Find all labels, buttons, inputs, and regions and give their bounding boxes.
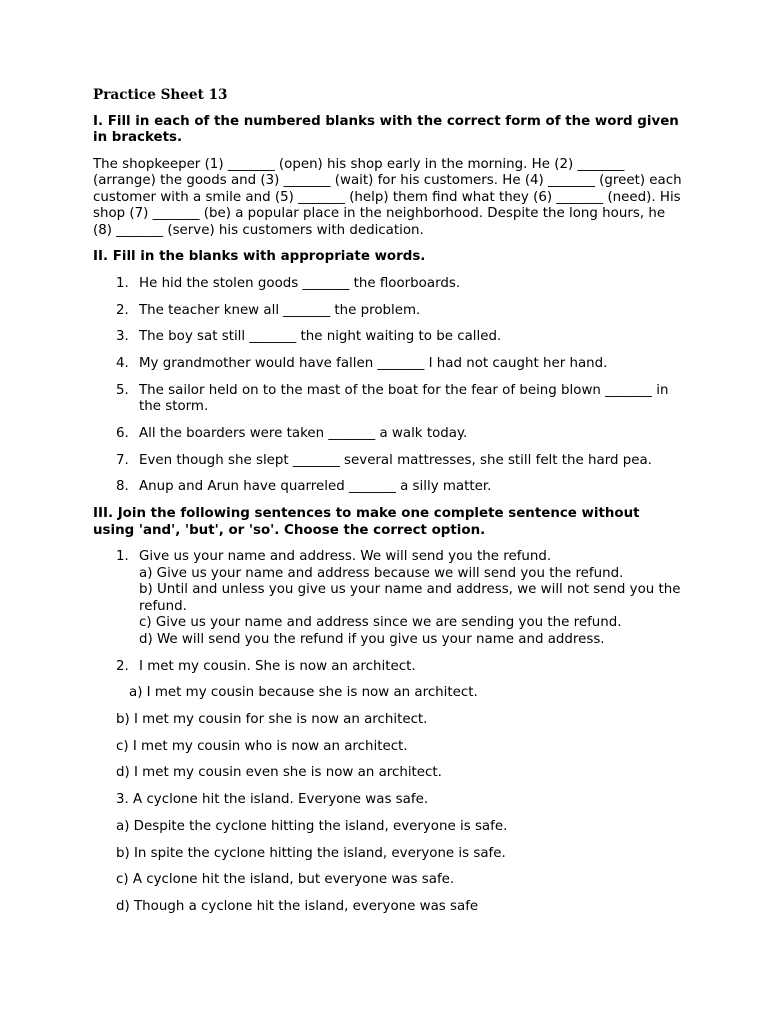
question-2: [93, 659, 683, 676]
item-text: All the boarders were taken _______ a walk today.: [139, 426, 468, 441]
section-3-heading: III. Join the following sentences to make one complete sentence without using 'and', 'but', or 'so'. Choose the correct option.: [93, 506, 640, 538]
q2-option-d: d) I met my cousin even she is now an architect.: [116, 765, 442, 781]
page-title: Practice Sheet 13: [93, 87, 228, 103]
q2-option-c: c) I met my cousin who is now an architect.: [116, 738, 408, 754]
question-1: [93, 549, 683, 649]
option-d: d) We will send you the refund if you give us your name and address.: [139, 632, 605, 648]
list-item: [93, 453, 683, 470]
item-number: 7.: [116, 452, 129, 468]
item-text: He hid the stolen goods _______ the floorboards.: [139, 275, 461, 291]
section-2-heading: II. Fill in the blanks with appropriate words.: [93, 249, 426, 265]
q3-option-d: d) Though a cyclone hit the island, everyone was safe: [116, 898, 479, 914]
item-number: 1.: [116, 275, 129, 291]
item-text: Anup and Arun have quarreled _______ a silly matter.: [139, 479, 492, 495]
item-number: 8.: [116, 479, 129, 495]
option-c: c) Give us your name and address since we are sending you the refund.: [139, 615, 622, 631]
list-item: [93, 276, 683, 293]
list-item: [93, 383, 683, 416]
item-number: 4.: [116, 356, 129, 372]
question-number: 2.: [116, 658, 129, 674]
question-3-text: 3. A cyclone hit the island. Everyone was safe.: [116, 792, 429, 808]
section-2-list: [93, 276, 683, 496]
item-text: The teacher knew all _______ the problem.: [139, 302, 421, 318]
q2-option-b: b) I met my cousin for she is now an architect.: [116, 712, 428, 728]
option-a: a) Give us your name and address because we will send you the refund.: [139, 565, 624, 581]
item-text: The boy sat still _______ the night waiting to be called.: [139, 329, 502, 345]
question-text: Give us your name and address. We will send you the refund.: [139, 549, 552, 565]
section-3-list: [93, 549, 683, 675]
question-number: 1.: [116, 549, 129, 565]
item-text: My grandmother would have fallen _______ I had not caught her hand.: [139, 356, 608, 372]
list-item: [93, 303, 683, 320]
item-number: 2.: [116, 302, 129, 318]
section-1-heading: I. Fill in each of the numbered blanks with the correct form of the word given in brackets.: [93, 113, 679, 145]
section-1-paragraph: The shopkeeper (1) _______ (open) his shop early in the morning. He (2) _______ (arrange) the goods and (3) _______ (wait) for his customers. He (4) _______ (greet) each customer with a smile and (5) _______ (help) them find what they (6) _______ (need). His shop (7) _______ (be) a popular place in the neighborhood. Despite the long hours, he (8) _______ (serve) his customers with dedication.: [93, 156, 682, 238]
list-item: [93, 356, 683, 373]
list-item: [93, 426, 683, 443]
list-item: [93, 479, 683, 496]
q3-option-b: b) In spite the cyclone hitting the island, everyone is safe.: [116, 845, 506, 861]
q3-option-a: a) Despite the cyclone hitting the island, everyone is safe.: [116, 818, 508, 834]
q3-option-c: c) A cyclone hit the island, but everyone was safe.: [116, 872, 455, 888]
list-item: [93, 329, 683, 346]
q2-option-a: a) I met my cousin because she is now an architect.: [129, 685, 478, 701]
item-number: 5.: [116, 382, 129, 398]
item-text: Even though she slept _______ several mattresses, she still felt the hard pea.: [139, 452, 652, 468]
option-b: b) Until and unless you give us your name and address, we will not send you the refund.: [139, 582, 681, 614]
item-number: 3.: [116, 329, 129, 345]
practice-sheet: [93, 87, 683, 926]
item-number: 6.: [116, 426, 129, 441]
question-text: I met my cousin. She is now an architect.: [139, 658, 416, 674]
item-text: The sailor held on to the mast of the boat for the fear of being blown _______ in the storm.: [139, 382, 669, 415]
